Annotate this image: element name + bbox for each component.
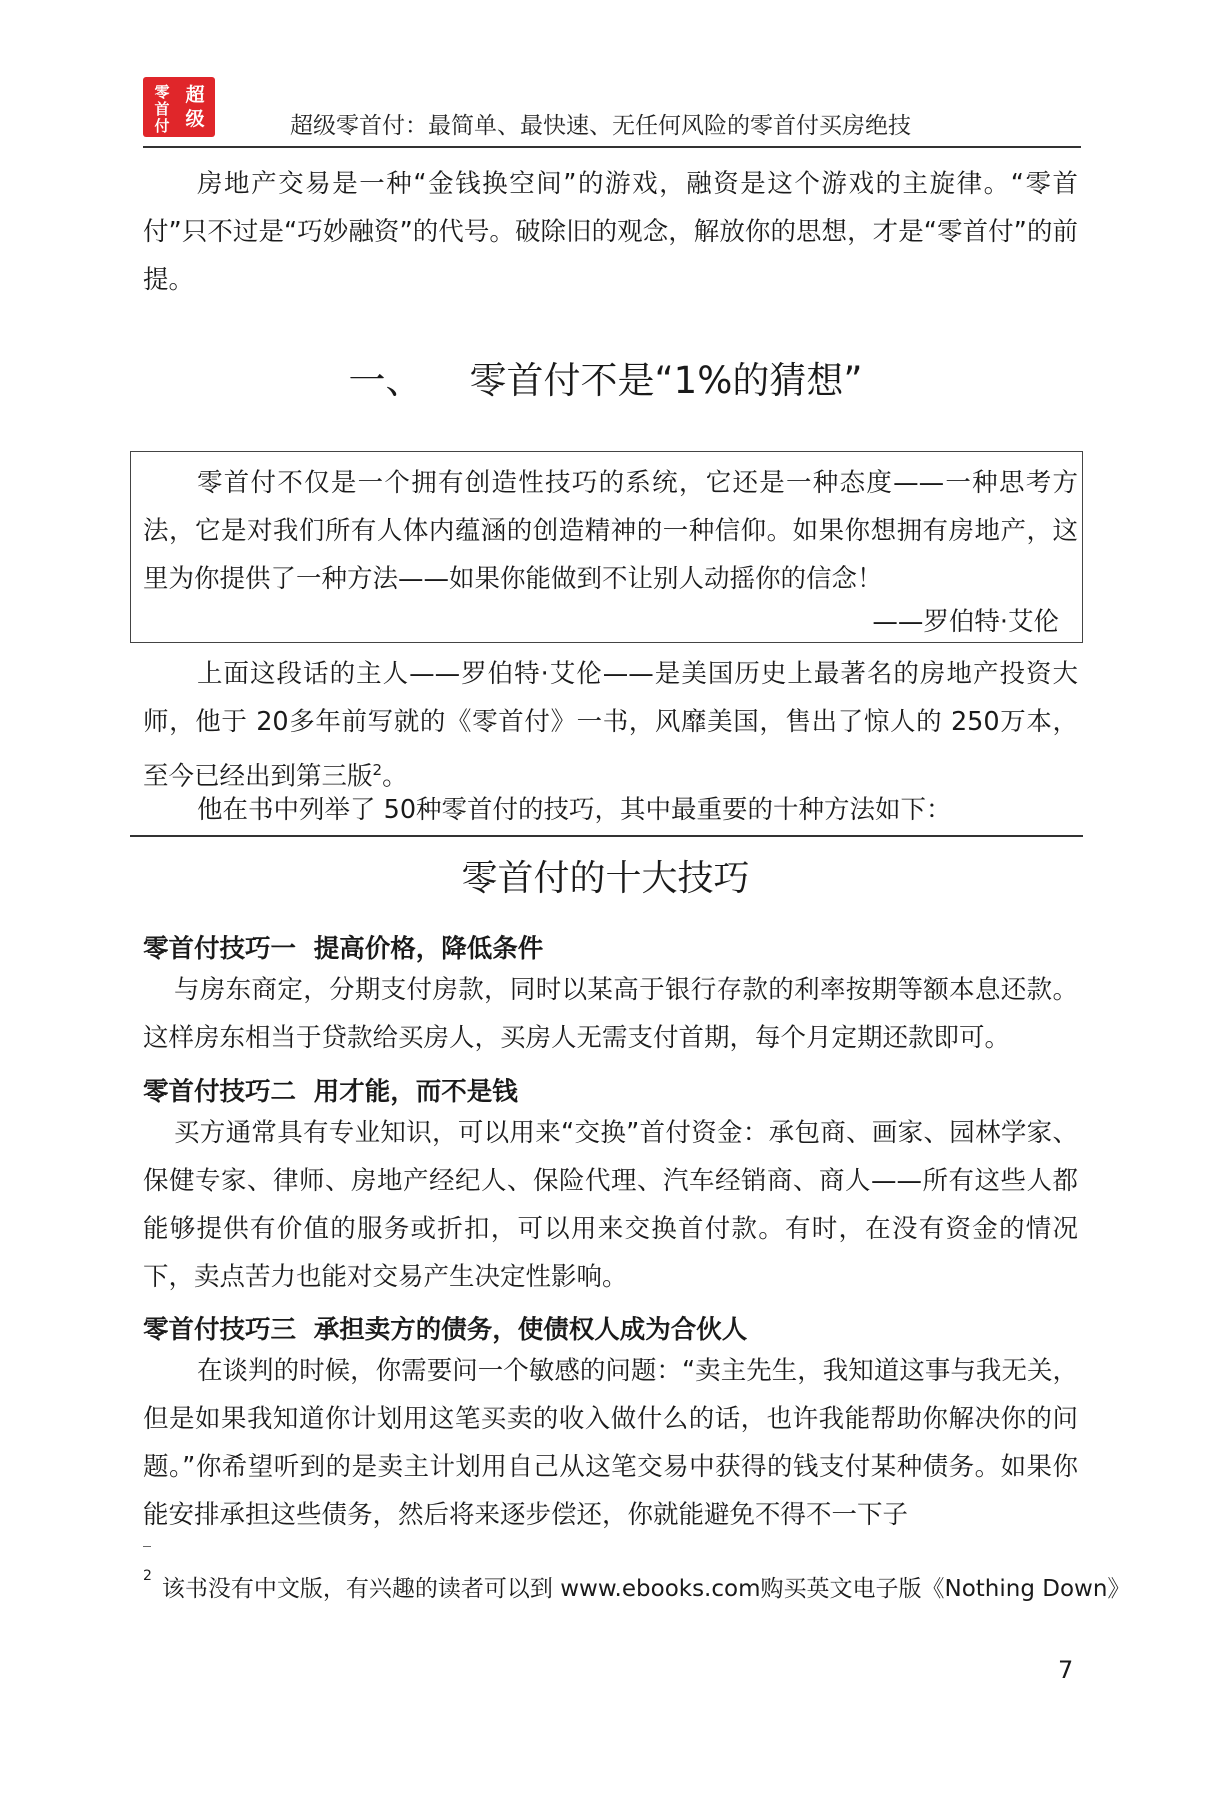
chapter-heading: 一、 零首付不是“1%的猜想” — [348, 359, 863, 402]
tip-3-body: 在谈判的时候，你需要问一个敏感的问题：“卖主先生，我知道这事与我无关，但是如果我知道你计划用这笔买卖的收入做什么的话，也许我能帮助你解决你的问题。”你希望听到的是卖主计划用自己从这笔交易中获得的钱支付某种债务。如果你能安排承担这些债务，然后将来逐步偿还，你就能避免不得不一下子 — [143, 1356, 1078, 1530]
author-paragraph-end: 。 — [382, 761, 408, 792]
section-title: 零首付的十大技巧 — [461, 858, 750, 899]
footnote-number: 2 — [143, 1568, 152, 1584]
running-header-title: 超级零首付：最简单、最快速、无任何风险的零首付买房绝技 — [290, 113, 911, 139]
svg-text:级: 级 — [185, 108, 205, 130]
svg-text:零: 零 — [154, 83, 170, 101]
svg-text:付: 付 — [154, 117, 170, 135]
tip-1-body: 与房东商定，分期支付房款，同时以某高于银行存款的利率按期等额本息还款。这样房东相当于贷款给买房人，买房人无需支付首期，每个月定期还款即可。 — [143, 975, 1078, 1053]
tip-1-heading: 零首付技巧一 提高价格，降低条件 — [143, 934, 544, 964]
header-divider — [143, 146, 1081, 148]
page-number: 7 — [1058, 1656, 1074, 1684]
author-paragraph-text: 上面这段话的主人——罗伯特·艾伦——是美国历史上最著名的房地产投资大师，他于 20多年前写就的《零首付》一书，风靡美国，售出了惊人的 250万本，至今已经出到第三版 — [143, 659, 1078, 792]
tip-2-heading: 零首付技巧二 用才能，而不是钱 — [143, 1077, 518, 1107]
footnote-text: 该书没有中文版，有兴趣的读者可以到 www.ebooks.com购买英文电子版《Nothing Down》 — [161, 1576, 1131, 1602]
tip-2-body: 买方通常具有专业知识，可以用来“交换”首付资金：承包商、画家、园林学家、保健专家、律师、房地产经纪人、保险代理、汽车经销商、商人——所有这些人都能够提供有价值的服务或折扣，可以用来交换首付款。有时，在没有资金的情况下，卖点苦力也能对交易产生决定性影响。 — [143, 1118, 1078, 1292]
footnote-reference: 2 — [372, 761, 383, 779]
intro-paragraph: 房地产交易是一种“金钱换空间”的游戏，融资是这个游戏的主旋律。“零首付”只不过是“巧妙融资”的代号。破除旧的观念，解放你的思想，才是“零首付”的前提。 — [143, 169, 1078, 295]
section-divider — [130, 835, 1083, 837]
footnote-separator — [143, 1546, 151, 1547]
quote-attribution: ——罗伯特·艾伦 — [872, 607, 1059, 637]
quote-text: 零首付不仅是一个拥有创造性技巧的系统，它还是一种态度——一种思考方法，它是对我们所有人体内蕴涵的创造精神的一种信仰。如果你想拥有房地产，这里为你提供了一种方法——如果你能做到不让别人动摇你的信念！ — [143, 468, 1078, 594]
tip-3-heading: 零首付技巧三 承担卖方的债务，使债权人成为合伙人 — [143, 1315, 748, 1345]
svg-text:超: 超 — [185, 84, 205, 106]
author-paragraph — [143, 650, 1078, 801]
svg-text:首: 首 — [154, 100, 170, 118]
book-logo — [143, 77, 215, 137]
tips-intro-paragraph: 他在书中列举了 50种零首付的技巧，其中最重要的十种方法如下： — [197, 795, 952, 825]
footnote — [143, 1570, 1130, 1603]
